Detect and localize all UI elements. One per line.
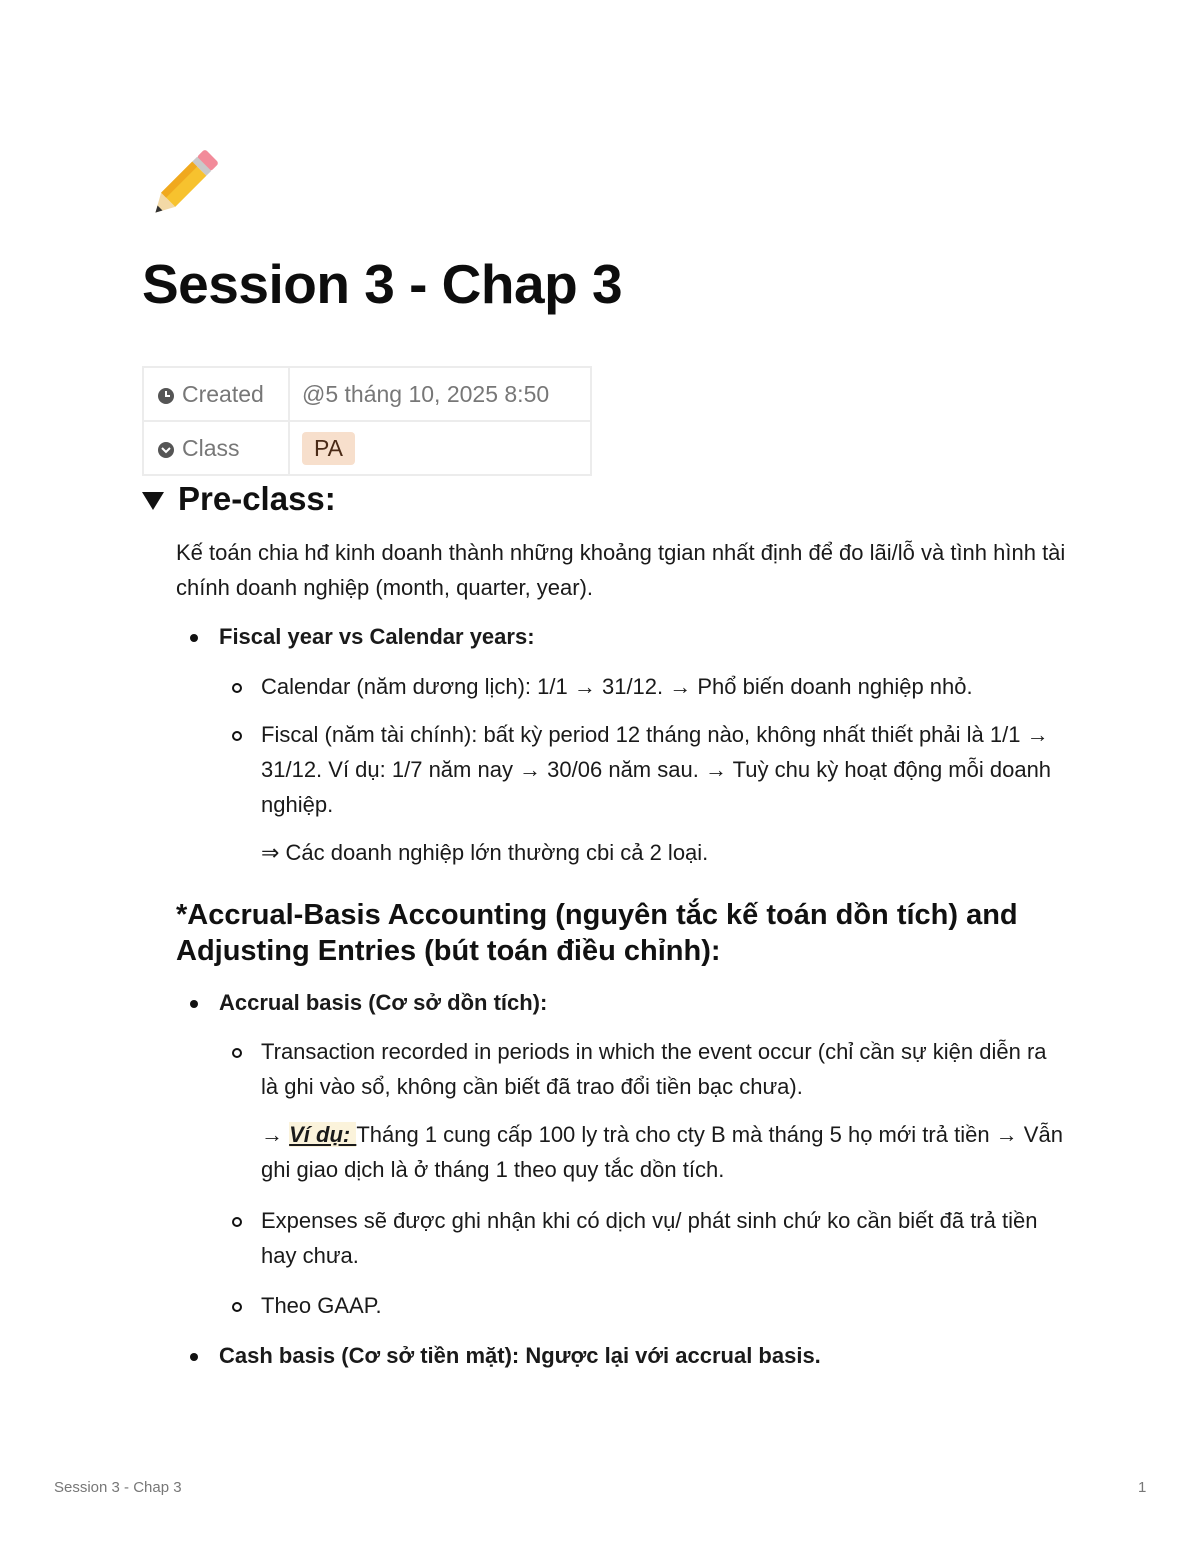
toggle-content [176, 535, 1066, 1373]
bullet-accrual-basis: Accrual basis (Cơ sở dồn tích): [176, 985, 1066, 1020]
bullet-expenses: Expenses sẽ được ghi nhận khi có dịch vụ/ phát sinh chứ ko cần biết đã trả tiền hay chưa. [176, 1203, 1066, 1273]
example-label: Ví dụ: [289, 1122, 357, 1147]
toggle-heading-text: Pre-class: [178, 480, 336, 517]
select-icon [156, 439, 176, 459]
property-name-created: Created [143, 367, 289, 421]
bullet-accrual-definition: Transaction recorded in periods in which the event occur (chỉ cần sự kiện diễn ra là ghi vào sổ, không cần biết đã trao đổi tiền bạc chưa). [176, 1034, 1066, 1104]
bullet-cash-basis: Cash basis (Cơ sở tiền mặt): Ngược lại với accrual basis. [176, 1338, 1066, 1373]
bullet-fiscal: Fiscal (năm tài chính): bất kỳ period 12 tháng nào, không nhất thiết phải là 1/1 → 31/12. Ví dụ: 1/7 năm nay → 30/06 năm sau. → Tuỳ chu kỳ hoạt động mỗi doanh nghiệp. [176, 717, 1066, 822]
property-name-class: Class [143, 421, 289, 475]
toggle-triangle-icon[interactable] [142, 480, 166, 518]
accrual-heading: *Accrual-Basis Accounting (nguyên tắc kế toán dồn tích) and Adjusting Entries (bút toán điều chỉnh): [176, 899, 1018, 967]
property-value-class[interactable] [289, 421, 591, 475]
property-row-created [143, 367, 591, 421]
properties-table [142, 366, 592, 476]
property-row-class [143, 421, 591, 475]
page-number: 1 [1138, 1479, 1147, 1496]
pencil-icon [140, 142, 226, 233]
bullet-calendar: Calendar (năm dương lịch): 1/1 → 31/12. → Phổ biến doanh nghiệp nhỏ. [176, 669, 1066, 704]
clock-icon [156, 385, 176, 405]
toggle-preclass[interactable] [142, 480, 336, 518]
class-tag[interactable]: PA [302, 432, 355, 465]
accrual-example: → Ví dụ: Tháng 1 cung cấp 100 ly trà cho cty B mà tháng 5 họ mới trả tiền → Vẫn ghi giao dịch là ở tháng 1 theo quy tắc dồn tích. [261, 1122, 1063, 1182]
fiscal-note: ⇒ Các doanh nghiệp lớn thường cbi cả 2 loại. [261, 840, 709, 865]
footer-title: Session 3 - Chap 3 [54, 1479, 182, 1496]
page-title: Session 3 - Chap 3 [142, 253, 623, 315]
bullet-fiscal-vs-calendar: Fiscal year vs Calendar years: [176, 619, 1066, 654]
intro-paragraph: Kế toán chia hđ kinh doanh thành những khoảng tgian nhất định để đo lãi/lỗ và tình hình tài chính doanh nghiệp (month, quarter, year). [176, 540, 1066, 600]
property-value-created[interactable]: @5 tháng 10, 2025 8:50 [289, 367, 591, 421]
bullet-gaap: Theo GAAP. [176, 1288, 1066, 1323]
